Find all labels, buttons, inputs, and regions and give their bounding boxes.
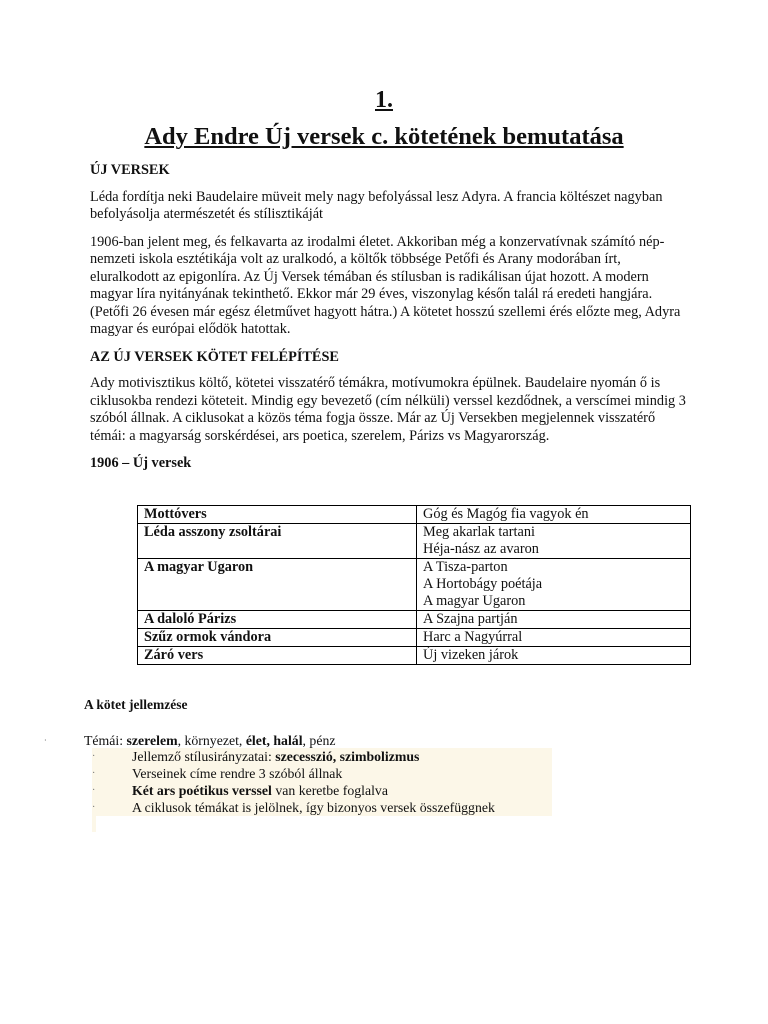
- table-row: [138, 647, 691, 665]
- text-run: van keretbe foglalva: [271, 783, 388, 798]
- list-item: [92, 765, 552, 782]
- poem-title: Harc a Nagyúrral: [423, 629, 523, 645]
- margin-dot: ·: [44, 736, 47, 745]
- paragraph-intro: Léda fordítja neki Baudelaire müveit mely nagy befolyással lesz Adyra. A francia költészet nagyban befolyásolja atermészetét és stílisztikáját: [90, 188, 663, 222]
- list-item-text: [132, 765, 342, 782]
- cycle-name: Szűz ormok vándora: [138, 629, 417, 647]
- paragraph-history: 1906-ban jelent meg, és felkavarta az irodalmi életet. Akkoriban még a konzervatívnak számító nép-nemzeti iskola esztétikája volt az uralkodó, a költők többsége Petőfi és Arany modorában írt, eluralkodott az epigonlíra. Az Új Versek témában és stílusban is radikálisan újat hozott. A modern magyar líra nyitányának tekinthető. Ekkor már 29 éves, viszonylag későn talál rá eredeti hangjára. (Petőfi 26 évesen már egész életművet hagyott hátra.) A kötetet hosszú szellemi érés előzte meg, Adyra magyar és európai elődök hatottak.: [90, 233, 681, 337]
- bullet-icon: ·: [92, 785, 96, 796]
- text-run-bold: szecesszió, szimbolizmus: [275, 749, 420, 764]
- paragraph-structure: Ady motivisztikus költő, kötetei visszatérő témákra, motívumokra épülnek. Baudelaire nyomán ő is ciklusokba rendezi köteteit. Mindig egy bevezető (cím nélküli) verssel kezdődnek, a verscímei mindig 3 szóból állnak. A ciklusokat a közös téma fogja össze. Már az Új Versekben megjelennek visszatérő témái: a magyarság sorskérdései, ars poetica, szerelem, Párizs vs Magyarország.: [90, 375, 686, 444]
- theme-life-death: élet, halál: [245, 733, 303, 748]
- theme-love: szerelem: [126, 733, 178, 748]
- document-number: 1.: [375, 87, 393, 113]
- list-item-text: [132, 799, 495, 816]
- section-heading-structure: AZ ÚJ VERSEK KÖTET FELÉPÍTÉSE: [90, 348, 339, 365]
- cycle-name: Léda asszony zsoltárai: [138, 524, 417, 559]
- bullet-icon: ·: [92, 751, 96, 762]
- text-run: Jellemző stílusirányzatai:: [132, 749, 276, 764]
- themes-separator: , környezet,: [177, 733, 246, 748]
- poem-list: [417, 524, 691, 559]
- cycle-name: A magyar Ugaron: [138, 559, 417, 611]
- bullet-icon: ·: [92, 802, 96, 813]
- characteristics-heading: A kötet jellemzése: [84, 697, 188, 712]
- list-item: [92, 782, 552, 799]
- poem-title: Héja-nász az avaron: [423, 541, 539, 557]
- cycle-name: Mottóvers: [138, 506, 417, 524]
- poem-title: A magyar Ugaron: [423, 593, 526, 609]
- poem-title: Góg és Magóg fia vagyok én: [423, 506, 589, 522]
- cycle-name: Záró vers: [138, 647, 417, 665]
- cycle-name: A daloló Párizs: [138, 611, 417, 629]
- document-body: [90, 162, 690, 473]
- section-heading-uj-versek: ÚJ VERSEK: [90, 162, 170, 178]
- themes-line: [84, 732, 335, 749]
- list-item: [92, 748, 552, 765]
- characteristics-list: [92, 748, 552, 816]
- poem-list: [417, 611, 691, 629]
- poem-title: A Tisza-parton: [423, 559, 508, 575]
- text-run-bold: Két ars poétikus verssel: [132, 783, 272, 798]
- poem-list: [417, 506, 691, 524]
- poem-title: Meg akarlak tartani: [423, 524, 535, 540]
- bullet-icon: ·: [92, 768, 96, 779]
- table-row: [138, 629, 691, 647]
- list-item: [92, 799, 552, 816]
- list-item-text: [132, 748, 419, 765]
- highlight-remnant: [92, 816, 96, 832]
- themes-label: Témái:: [84, 733, 127, 748]
- poem-title: A Hortobágy poétája: [423, 576, 543, 592]
- year-heading: 1906 – Új versek: [90, 455, 192, 471]
- poem-list: [417, 647, 691, 665]
- table-row: [138, 611, 691, 629]
- poem-title: A Szajna partján: [423, 611, 518, 627]
- table-row: [138, 506, 691, 524]
- list-item-text: [132, 782, 388, 799]
- themes-separator: , pénz: [302, 733, 336, 748]
- document-title: Ady Endre Új versek c. kötetének bemutatása: [144, 123, 624, 150]
- table-row: [138, 559, 691, 611]
- poem-title: Új vizeken járok: [423, 647, 519, 663]
- table-row: [138, 524, 691, 559]
- poem-list: [417, 629, 691, 647]
- text-run: A ciklusok témákat is jelölnek, így bizonyos versek összefüggnek: [132, 800, 495, 815]
- poem-list: [417, 559, 691, 611]
- cycles-table: [137, 505, 691, 665]
- text-run: Verseinek címe rendre 3 szóból állnak: [132, 766, 343, 781]
